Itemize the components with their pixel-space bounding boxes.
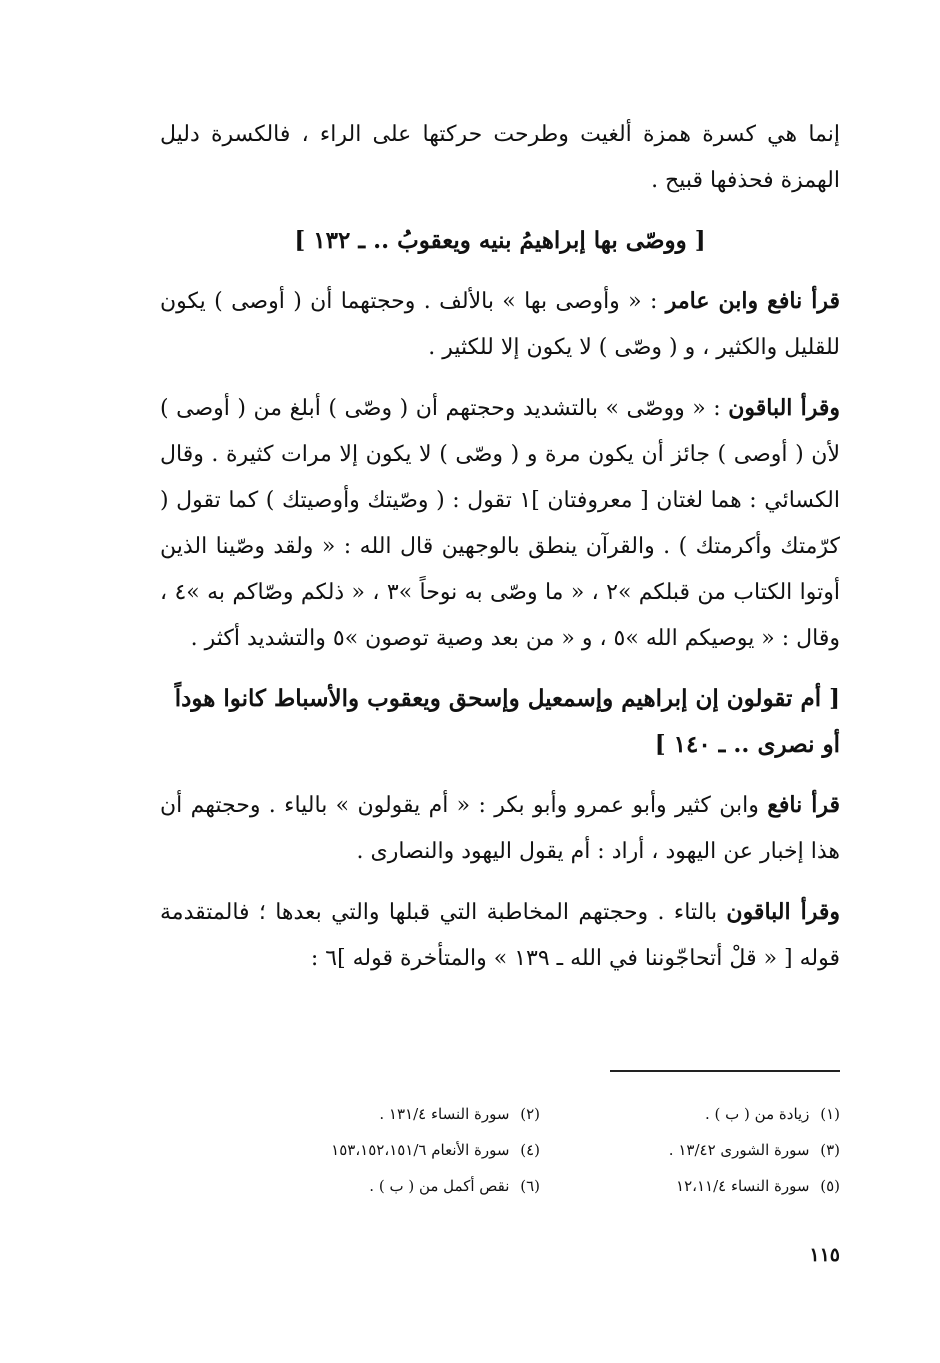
- paragraph-lead: قرأ نافع: [767, 792, 841, 818]
- paragraph-text: بالتاء . وحجتهم المخاطبة التي قبلها والتي بعدها ؛ فالمتقدمة قوله [ « قلْ أتحاجّوننا في الله ـ ١٣٩ » والمتأخرة قوله ]٦ :: [160, 900, 840, 971]
- footnote-text: سورة الأنعام ١٥٣،١٥٢،١٥١/٦: [331, 1141, 510, 1159]
- footnote-number: (١): [820, 1105, 840, 1123]
- paragraph-nafi-ya: [160, 782, 840, 875]
- footnote-number: (٥): [820, 1177, 840, 1195]
- footnote-number: (٤): [520, 1141, 540, 1159]
- footnote-row: [220, 1132, 840, 1168]
- verse-heading-132: [160, 218, 840, 264]
- footnote-4: [240, 1132, 540, 1168]
- paragraph-text: وابن كثير وأبو عمرو وأبو بكر : « أم يقولون » بالياء . وحجتهم أن هذا إخبار عن اليهود ، أراد : أم يقول اليهود والنصارى .: [160, 793, 840, 864]
- footnote-number: (٦): [520, 1177, 540, 1195]
- paragraph-text: إنما هي كسرة همزة ألغيت وطرحت حركتها على الراء ، فالكسرة دليل الهمزة فحذفها قبيح .: [160, 122, 840, 193]
- page-body: [160, 112, 840, 996]
- footnote-row: [220, 1168, 840, 1204]
- paragraph-text: : « وأوصى بها » بالألف . وحجتهما أن ( أوصى ) يكون للقليل والكثير ، و ( وصّى ) لا يكون إلا للكثير .: [160, 289, 840, 360]
- paragraph-1: [160, 112, 840, 204]
- footnote-6: [240, 1168, 540, 1204]
- footnote-number: (٣): [820, 1141, 840, 1159]
- paragraph-lead: وقرأ الباقون: [728, 395, 841, 421]
- footnote-text: نقص أكمل من ( ب ) .: [369, 1177, 510, 1195]
- footnote-2: [240, 1096, 540, 1132]
- page-number: ١١٥: [809, 1244, 840, 1266]
- footnotes: [220, 1096, 840, 1204]
- footnote-5: [540, 1168, 840, 1204]
- footnote-text: سورة النساء ١٣١/٤ .: [379, 1105, 510, 1123]
- footnote-3: [540, 1132, 840, 1168]
- paragraph-baqun-tashdid: [160, 385, 840, 662]
- paragraph-text: : « ووصّى » بالتشديد وحجتهم أن ( وصّى ) أبلغ من ( أوصى ) لأن ( أوصى ) جائز أن يكون مرة و ( وصّى ) لا يكون إلا مرات كثيرة . وقال الكسائي : هما لغتان [ معروفتان ]١ تقول : ( وصّيتك وأوصيتك ) كما تقول ( كرّمتك وأكرمتك ) . والقرآن ينطق بالوجهين قال الله : « ولقد وصّينا الذين أوتوا الكتاب من قبلكم »٢ ، « ما وصّى به نوحاً »٣ ، « ذلكم وصّاكم به »٤ ، وقال : « يوصيكم الله »٥ ، و « من بعد وصية توصون »٥ والتشديد أكثر .: [160, 396, 840, 651]
- footnote-text: سورة الشورى ١٣/٤٢ .: [668, 1141, 810, 1159]
- verse-text: [ أم تقولون إن إبراهيم وإسمعيل وإسحق ويعقوب والأسباط كانوا هوداً أو نصرى .. ـ ١٤٠ ]: [174, 685, 840, 758]
- paragraph-baqun-ta: [160, 889, 840, 982]
- paragraph-nafi-ibn-amir: [160, 278, 840, 371]
- paragraph-lead: قرأ نافع وابن عامر: [665, 288, 840, 314]
- footnote-text: زيادة من ( ب ) .: [705, 1105, 810, 1123]
- footnote-row: [220, 1096, 840, 1132]
- verse-text: [ ووصّى بها إبراهيمُ بنيه ويعقوبُ .. ـ ١٣٢ ]: [294, 227, 706, 254]
- verse-heading-140: [160, 676, 840, 768]
- footnote-1: [540, 1096, 840, 1132]
- footnote-number: (٢): [520, 1105, 540, 1123]
- footnote-text: سورة النساء ١٢،١١/٤: [676, 1177, 810, 1195]
- footnote-divider: [610, 1070, 840, 1072]
- paragraph-lead: وقرأ الباقون: [726, 899, 840, 925]
